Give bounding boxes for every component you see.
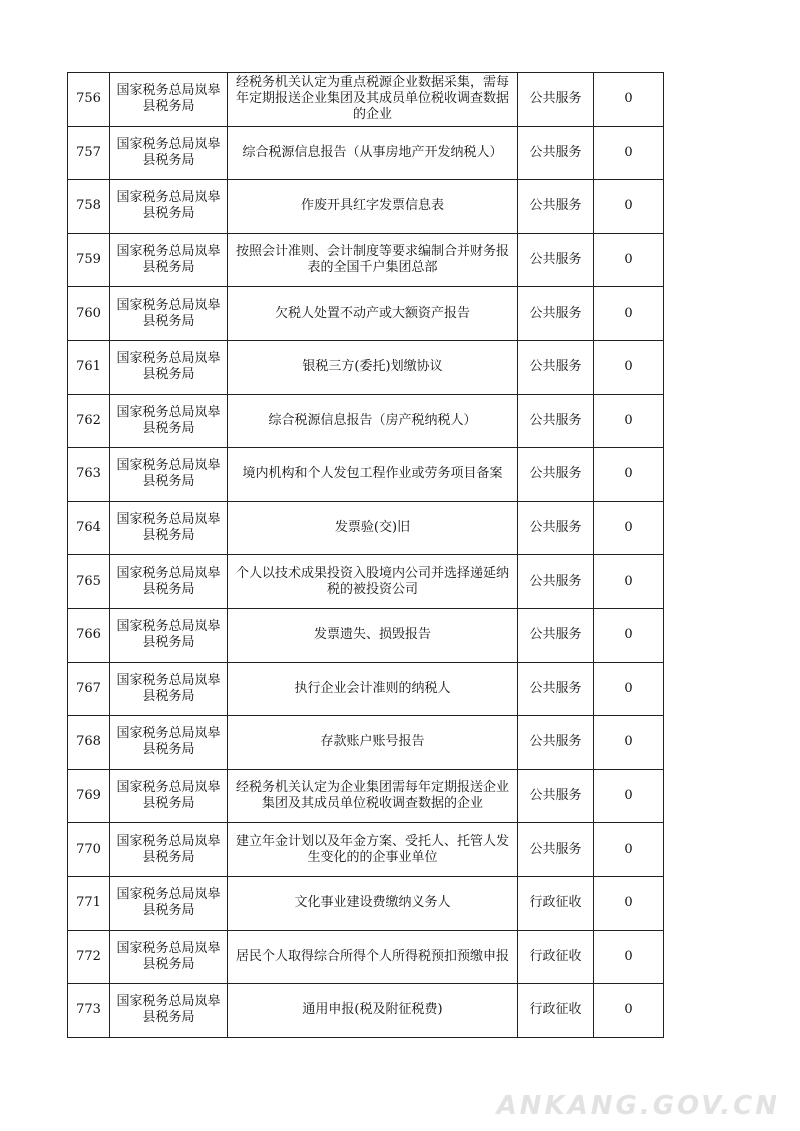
category-cell: 行政征收	[518, 984, 594, 1038]
item-cell: 按照会计准则、会计制度等要求编制合并财务报表的全国千户集团总部	[228, 233, 518, 287]
table-row	[68, 448, 664, 502]
category-cell: 公共服务	[518, 501, 594, 555]
org-cell: 国家税务总局岚皋县税务局	[110, 340, 228, 394]
org-cell: 国家税务总局岚皋县税务局	[110, 287, 228, 341]
org-cell: 国家税务总局岚皋县税务局	[110, 608, 228, 662]
table-row	[68, 769, 664, 823]
row-number-cell: 769	[68, 769, 110, 823]
category-cell: 公共服务	[518, 340, 594, 394]
org-cell: 国家税务总局岚皋县税务局	[110, 233, 228, 287]
category-cell: 行政征收	[518, 876, 594, 930]
table-row	[68, 823, 664, 877]
item-cell: 欠税人处置不动产或大额资产报告	[228, 287, 518, 341]
item-cell: 经税务机关认定为重点税源企业数据采集，需每年定期报送企业集团及其成员单位税收调查数据的企业	[228, 73, 518, 127]
site-watermark: ANKANG.GOV.CN	[496, 1091, 780, 1121]
count-cell: 0	[594, 340, 664, 394]
item-cell: 境内机构和个人发包工程作业或劳务项目备案	[228, 448, 518, 502]
table-row	[68, 233, 664, 287]
row-number-cell: 756	[68, 73, 110, 127]
org-cell: 国家税务总局岚皋县税务局	[110, 769, 228, 823]
count-cell: 0	[594, 73, 664, 127]
category-cell: 公共服务	[518, 126, 594, 180]
item-cell: 文化事业建设费缴纳义务人	[228, 876, 518, 930]
count-cell: 0	[594, 233, 664, 287]
count-cell: 0	[594, 555, 664, 609]
org-cell: 国家税务总局岚皋县税务局	[110, 984, 228, 1038]
row-number-cell: 773	[68, 984, 110, 1038]
table-row	[68, 608, 664, 662]
table-row	[68, 662, 664, 716]
item-cell: 居民个人取得综合所得个人所得税预扣预缴申报	[228, 930, 518, 984]
item-cell: 作废开具红字发票信息表	[228, 180, 518, 234]
category-cell: 公共服务	[518, 287, 594, 341]
org-cell: 国家税务总局岚皋县税务局	[110, 126, 228, 180]
count-cell: 0	[594, 876, 664, 930]
item-cell: 综合税源信息报告（房产税纳税人）	[228, 394, 518, 448]
row-number-cell: 762	[68, 394, 110, 448]
item-cell: 发票验(交)旧	[228, 501, 518, 555]
org-cell: 国家税务总局岚皋县税务局	[110, 448, 228, 502]
row-number-cell: 772	[68, 930, 110, 984]
category-cell: 公共服务	[518, 448, 594, 502]
table-row	[68, 716, 664, 770]
count-cell: 0	[594, 501, 664, 555]
table-row	[68, 501, 664, 555]
row-number-cell: 770	[68, 823, 110, 877]
table-row	[68, 394, 664, 448]
category-cell: 公共服务	[518, 716, 594, 770]
category-cell: 公共服务	[518, 233, 594, 287]
item-cell: 通用申报(税及附征税费)	[228, 984, 518, 1038]
count-cell: 0	[594, 608, 664, 662]
org-cell: 国家税务总局岚皋县税务局	[110, 930, 228, 984]
row-number-cell: 757	[68, 126, 110, 180]
item-cell: 经税务机关认定为企业集团需每年定期报送企业集团及其成员单位税收调查数据的企业	[228, 769, 518, 823]
item-cell: 执行企业会计准则的纳税人	[228, 662, 518, 716]
category-cell: 公共服务	[518, 180, 594, 234]
category-cell: 行政征收	[518, 930, 594, 984]
org-cell: 国家税务总局岚皋县税务局	[110, 876, 228, 930]
org-cell: 国家税务总局岚皋县税务局	[110, 73, 228, 127]
records-table-body	[68, 73, 664, 1038]
row-number-cell: 767	[68, 662, 110, 716]
category-cell: 公共服务	[518, 608, 594, 662]
count-cell: 0	[594, 823, 664, 877]
count-cell: 0	[594, 769, 664, 823]
category-cell: 公共服务	[518, 662, 594, 716]
count-cell: 0	[594, 180, 664, 234]
row-number-cell: 765	[68, 555, 110, 609]
org-cell: 国家税务总局岚皋县税务局	[110, 555, 228, 609]
table-row	[68, 180, 664, 234]
count-cell: 0	[594, 662, 664, 716]
category-cell: 公共服务	[518, 73, 594, 127]
table-row	[68, 930, 664, 984]
count-cell: 0	[594, 126, 664, 180]
table-row	[68, 984, 664, 1038]
count-cell: 0	[594, 287, 664, 341]
item-cell: 银税三方(委托)划缴协议	[228, 340, 518, 394]
row-number-cell: 758	[68, 180, 110, 234]
category-cell: 公共服务	[518, 394, 594, 448]
row-number-cell: 760	[68, 287, 110, 341]
count-cell: 0	[594, 394, 664, 448]
count-cell: 0	[594, 930, 664, 984]
item-cell: 发票遗失、损毁报告	[228, 608, 518, 662]
count-cell: 0	[594, 448, 664, 502]
table-row	[68, 287, 664, 341]
row-number-cell: 761	[68, 340, 110, 394]
category-cell: 公共服务	[518, 555, 594, 609]
org-cell: 国家税务总局岚皋县税务局	[110, 662, 228, 716]
item-cell: 个人以技术成果投资入股境内公司并选择递延纳税的被投资公司	[228, 555, 518, 609]
row-number-cell: 763	[68, 448, 110, 502]
table-row	[68, 876, 664, 930]
org-cell: 国家税务总局岚皋县税务局	[110, 501, 228, 555]
row-number-cell: 771	[68, 876, 110, 930]
table-row	[68, 73, 664, 127]
org-cell: 国家税务总局岚皋县税务局	[110, 394, 228, 448]
category-cell: 公共服务	[518, 769, 594, 823]
table-row	[68, 340, 664, 394]
item-cell: 建立年金计划以及年金方案、受托人、托管人发生变化的的企事业单位	[228, 823, 518, 877]
table-row	[68, 555, 664, 609]
records-table	[67, 72, 664, 1038]
count-cell: 0	[594, 716, 664, 770]
row-number-cell: 766	[68, 608, 110, 662]
item-cell: 综合税源信息报告（从事房地产开发纳税人）	[228, 126, 518, 180]
item-cell: 存款账户账号报告	[228, 716, 518, 770]
row-number-cell: 768	[68, 716, 110, 770]
row-number-cell: 759	[68, 233, 110, 287]
row-number-cell: 764	[68, 501, 110, 555]
org-cell: 国家税务总局岚皋县税务局	[110, 180, 228, 234]
org-cell: 国家税务总局岚皋县税务局	[110, 716, 228, 770]
category-cell: 公共服务	[518, 823, 594, 877]
count-cell: 0	[594, 984, 664, 1038]
table-row	[68, 126, 664, 180]
org-cell: 国家税务总局岚皋县税务局	[110, 823, 228, 877]
